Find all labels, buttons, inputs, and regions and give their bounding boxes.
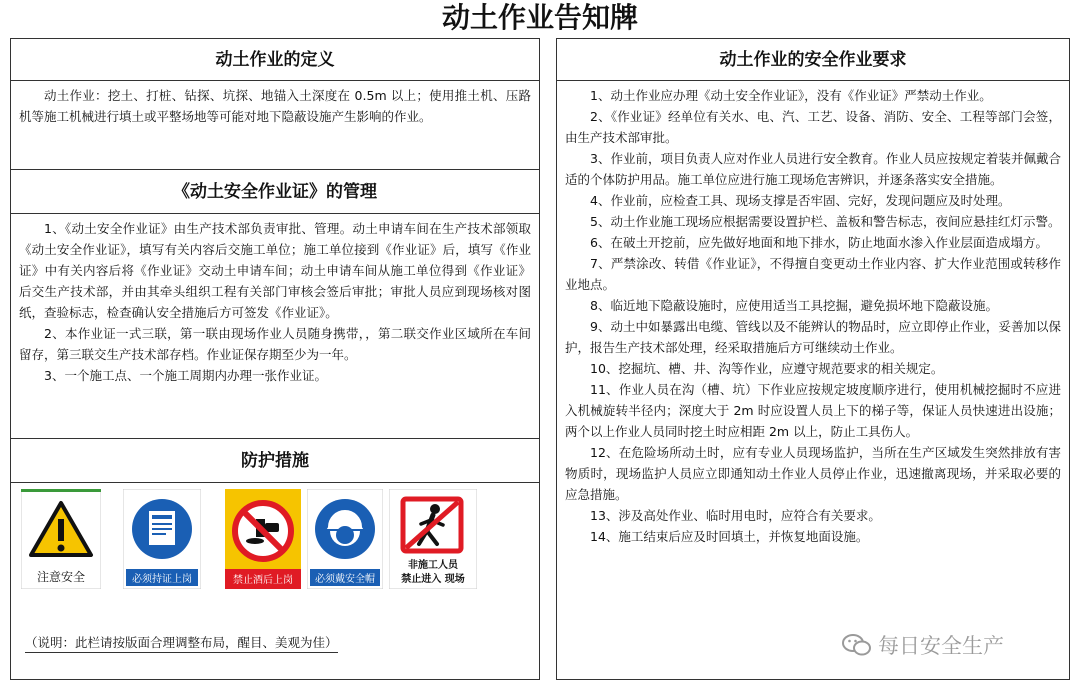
requirement-item: 5、动土作业施工现场应根据需要设置护栏、盖板和警告标志，夜间应悬挂红灯示警。 (590, 214, 1061, 229)
requirement-item: 11、作业人员在沟（槽、坑）下作业应按规定坡度顺序进行，使用机械挖掘时不应进入机械旋转半径内；深度大于 2m 时应设置人员上下的梯子等，保证人员快速进出设施；两个以上作业人员同时挖土时应相距 2m 以上，防止工具伤人。 (565, 382, 1061, 439)
watermark (842, 630, 1004, 660)
definition-body (11, 81, 539, 169)
sign-caution-label: 注意安全 (36, 570, 86, 584)
sign-permit-label: 必须持证上岗 (132, 574, 192, 585)
management-item: 2、本作业证一式三联，第一联由现场作业人员随身携带，，第二联交作业区域所在车间留存，第三联交生产技术部存档。作业证保存期至少为一年。 (19, 326, 531, 362)
requirement-item: 9、动土中如暴露出电缆、管线以及不能辨认的物品时，应立即停止作业，妥善加以保护，报告生产技术部处理，经采取措施后方可继续动土作业。 (565, 319, 1061, 355)
requirement-item: 3、作业前，项目负责人应对作业人员进行安全教育。作业人员应按规定着装并佩戴合适的个体防护用品。施工单位应进行施工现场危害辨识，并逐条落实安全措施。 (565, 151, 1061, 187)
sign-helmet (307, 489, 383, 589)
requirement-item: 2、《作业证》经单位有关水、电、汽、工艺、设备、消防、安全、工程等部门会签，由生产技术部审批。 (565, 109, 1061, 145)
protection-heading: 防护措施 (11, 439, 539, 483)
page-title: 动土作业告知牌 (441, 1, 638, 34)
requirement-item: 4、作业前，应检查工具、现场支撑是否牢固、完好，发现问题应及时处理。 (590, 193, 1011, 208)
management-body (11, 214, 539, 438)
requirement-item: 1、动土作业应办理《动土安全作业证》，没有《作业证》严禁动土作业。 (590, 88, 992, 103)
no-drinking-icon (235, 503, 291, 559)
permit-certificate-icon (132, 499, 192, 559)
sign-permit (123, 489, 201, 589)
requirement-item: 14、施工结束后应及时回填土，并恢复地面设施。 (590, 529, 869, 544)
layout-note: （说明：此栏请按版面合理调整布局，醒目、美观为佳） (25, 633, 338, 653)
requirements-heading: 动土作业的安全作业要求 (557, 39, 1069, 81)
right-panel (556, 38, 1070, 680)
wechat-icon (842, 632, 872, 658)
sign-no-entry-label-2: 禁止进入 现场 (401, 574, 465, 585)
requirement-item: 13、涉及高处作业、临时用电时，应符合有关要求。 (590, 508, 881, 523)
safety-helmet-icon (315, 499, 375, 559)
management-item: 1、《动土安全作业证》由生产技术部负责审批、管理。动土申请车间在生产技术部领取《动土安全作业证》，填写有关内容后交施工单位；施工单位接到《作业证》后，填写《作业证》中有关内容后将《作业证》交动土申请车间；动土申请车间从施工单位得到《作业证》后交生产技术部，并由其牵头组织工程有关部门审核会签后审批；审批人员应到现场核对图纸，查验标志，检查确认安全措施后方可签发《作业证》。 (19, 221, 531, 320)
sign-no-drinking-label: 禁止酒后上岗 (233, 575, 293, 586)
requirement-item: 8、临近地下隐蔽设施时，应使用适当工具挖掘，避免损坏地下隐蔽设施。 (590, 298, 998, 313)
left-panel (10, 38, 540, 680)
watermark-text: 每日安全生产 (878, 634, 1004, 658)
management-item: 3、一个施工点、一个施工周期内办理一张作业证。 (44, 368, 327, 383)
definition-heading: 动土作业的定义 (11, 39, 539, 81)
safety-signs (11, 483, 539, 633)
requirement-item: 10、挖掘坑、槽、井、沟等作业，应遵守规范要求的相关规定。 (590, 361, 944, 376)
requirement-item: 12、在危险场所动土时，应有专业人员现场监护，当所在生产区域发生突然排放有害物质时，现场监护人员应立即通知动土作业人员停止作业，迅速撤离现场，并采取必要的应急措施。 (565, 445, 1061, 502)
requirements-body (557, 81, 1069, 547)
sign-helmet-label: 必须戴安全帽 (315, 574, 375, 585)
management-heading: 《动土安全作业证》的管理 (11, 170, 539, 214)
sign-no-drinking (225, 489, 301, 589)
requirement-item: 6、在破土开挖前，应先做好地面和地下排水，防止地面水渗入作业层面造成塌方。 (590, 235, 1048, 250)
no-pedestrian-icon (403, 499, 461, 551)
definition-text: 动土作业：挖土、打桩、钻探、坑探、地锚入土深度在 0.5m 以上；使用推土机、压路机等施工机械进行填土或平整场地等可能对地下隐蔽设施产生影响的作业。 (19, 88, 531, 124)
requirement-item: 7、严禁涂改、转借《作业证》，不得擅自变更动土作业内容、扩大作业范围或转移作业地点。 (565, 256, 1061, 292)
sign-no-entry (389, 489, 477, 589)
sign-caution (21, 489, 101, 589)
sign-no-entry-label-1: 非施工人员 (408, 560, 458, 571)
